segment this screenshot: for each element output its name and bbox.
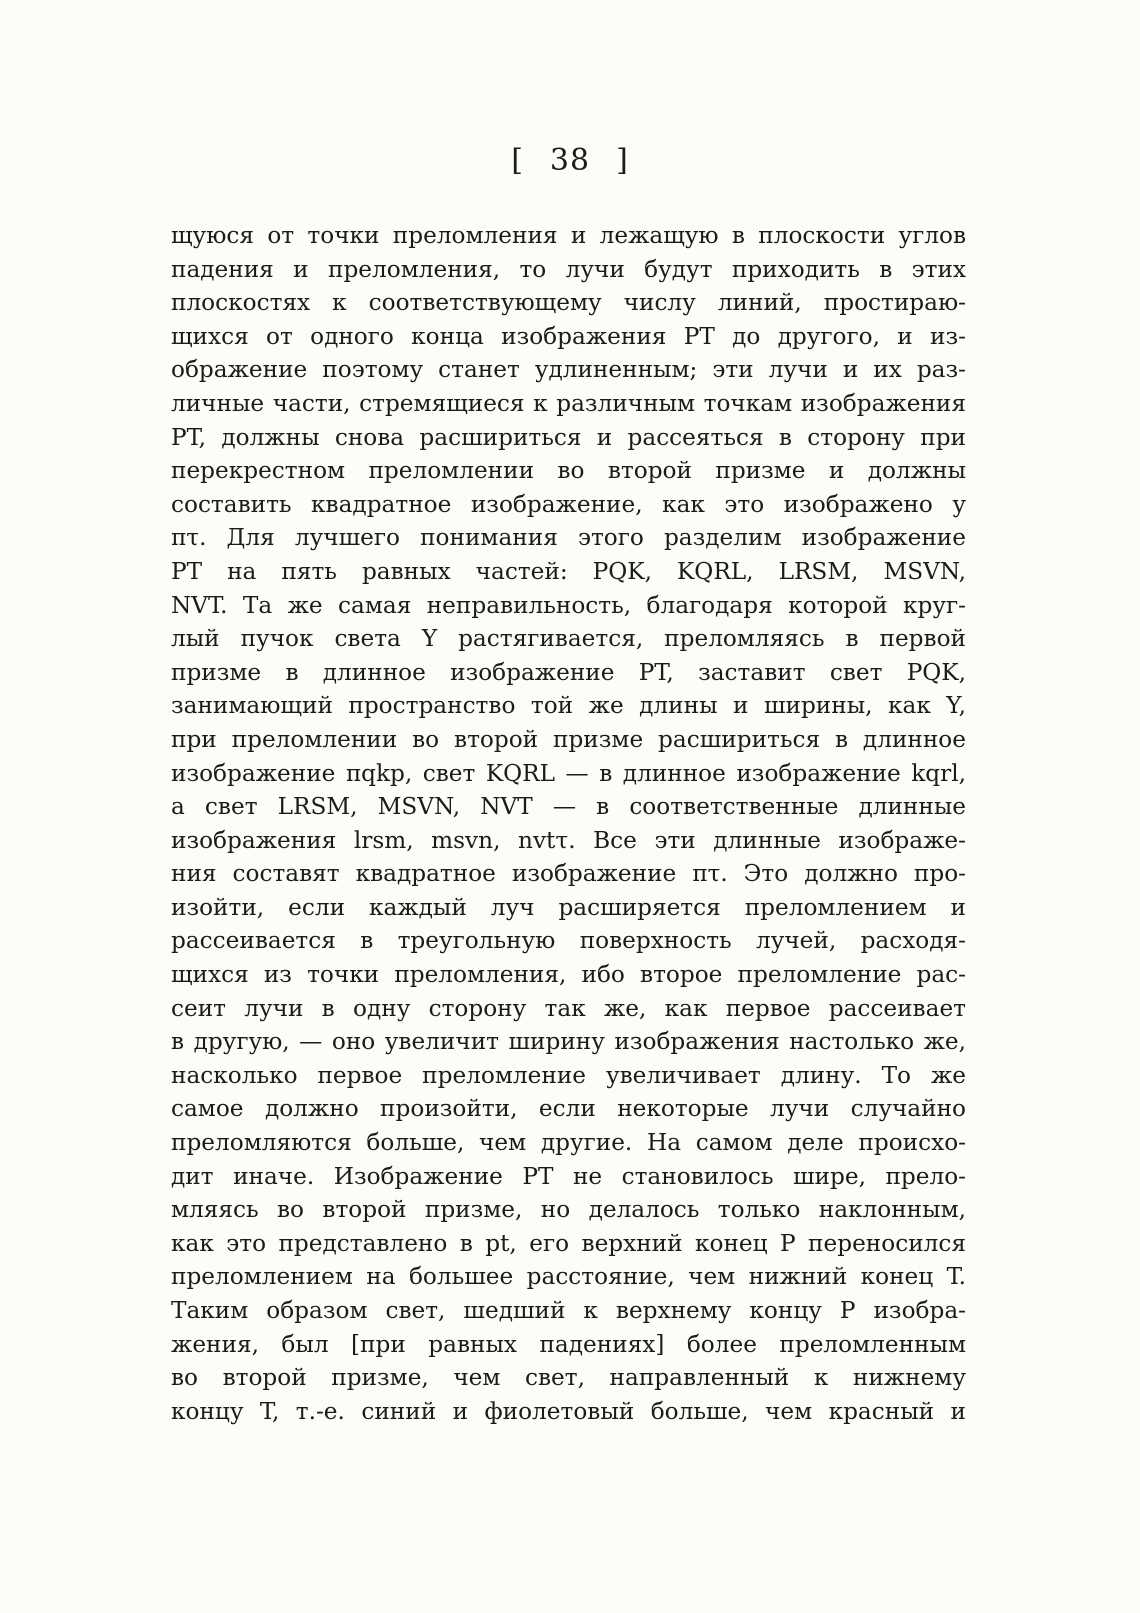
text-line: преломлением на большее расстояние, чем нижний конец T. xyxy=(171,1263,966,1291)
text-line: щихся от одного конца изображения PT до другого, и из- xyxy=(171,322,966,350)
text-line: изойти, если каждый луч расширяется преломлением и xyxy=(171,893,966,921)
text-line: жения, был [при равных падениях] более преломленным xyxy=(171,1330,966,1358)
text-line: изображения lrsm, msvn, nvtτ. Все эти длинные изображе- xyxy=(171,826,966,854)
text-line: мляясь во второй призме, но делалось только наклонным, xyxy=(171,1196,966,1224)
page-number-open-bracket: [ xyxy=(511,143,524,178)
text-line: самое должно произойти, если некоторые лучи случайно xyxy=(171,1095,966,1123)
page-number-value: 38 xyxy=(549,143,591,178)
text-line: дит иначе. Изображение PT не становилось шире, прело- xyxy=(171,1162,966,1190)
text-line: ния составят квадратное изображение πτ. Это должно про- xyxy=(171,860,966,888)
text-line: πτ. Для лучшего понимания этого разделим изображение xyxy=(171,524,966,552)
text-line: плоскостях к соответствующему числу линий, простираю- xyxy=(171,289,966,317)
text-line: а свет LRSM, MSVN, NVT — в соответственные длинные xyxy=(171,793,966,821)
page-number-close-bracket: ] xyxy=(616,143,629,178)
text-line: призме в длинное изображение PT, заставит свет PQK, xyxy=(171,658,966,686)
text-line: PT, должны снова расшириться и рассеяться в сторону при xyxy=(171,423,966,451)
body-text xyxy=(171,219,966,1428)
text-line: занимающий пространство той же длины и ширины, как Y, xyxy=(171,692,966,720)
text-line: в другую, — оно увеличит ширину изображения настолько же, xyxy=(171,1028,966,1056)
text-line: составить квадратное изображение, как это изображено у xyxy=(171,490,966,518)
text-line: сеит лучи в одну сторону так же, как первое рассеивает xyxy=(171,994,966,1022)
text-line: падения и преломления, то лучи будут приходить в этих xyxy=(171,255,966,283)
text-line: NVT. Та же самая неправильность, благодаря которой круг- xyxy=(171,591,966,619)
text-line: ображение поэтому станет удлиненным; эти лучи и их раз- xyxy=(171,356,966,384)
text-line: как это представлено в pt, его верхний конец P переносился xyxy=(171,1229,966,1257)
text-line: перекрестном преломлении во второй призме и должны xyxy=(171,457,966,485)
text-line: Таким образом свет, шедший к верхнему концу P изобра- xyxy=(171,1297,966,1324)
text-line: преломляются больше, чем другие. На самом деле происхо- xyxy=(171,1129,966,1157)
text-line: щихся из точки преломления, ибо второе преломление рас- xyxy=(171,961,966,989)
text-line: изображение πqkp, свет KQRL — в длинное изображение kqrl, xyxy=(171,759,966,787)
text-line: насколько первое преломление увеличивает длину. То же xyxy=(171,1061,966,1089)
page-number xyxy=(0,143,1140,178)
text-line: личные части, стремящиеся к различным точкам изображения xyxy=(171,389,966,417)
text-line: концу T, т.-е. синий и фиолетовый больше, чем красный и xyxy=(171,1397,966,1425)
text-line: щуюся от точки преломления и лежащую в плоскости углов xyxy=(171,222,966,249)
text-line: PT на пять равных частей: PQK, KQRL, LRSM, MSVN, xyxy=(171,557,966,585)
text-line: во второй призме, чем свет, направленный к нижнему xyxy=(171,1364,966,1392)
text-line: лый пучок света Y растягивается, преломляясь в первой xyxy=(171,625,966,653)
text-line: рассеивается в треугольную поверхность лучей, расходя- xyxy=(171,927,966,955)
text-line: при преломлении во второй призме расшириться в длинное xyxy=(171,725,966,753)
